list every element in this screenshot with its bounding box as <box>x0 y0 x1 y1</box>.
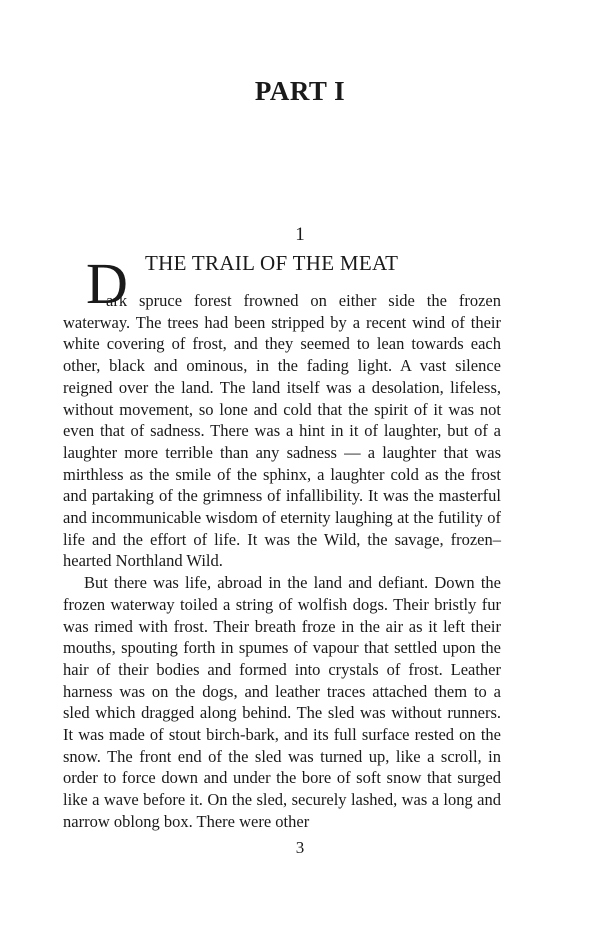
page-number: 3 <box>295 838 305 857</box>
drop-cap: D <box>86 251 128 316</box>
chapter-number: 1 <box>295 224 305 245</box>
paragraph-1 <box>63 290 501 572</box>
chapter-body <box>63 290 501 833</box>
paragraph-2: But there was life, abroad in the land and defiant. Down the frozen waterway toiled a string of wolfish dogs. Their bristly fur was rimed with frost. Their breath froze in the air as it left their mouths, spouting forth in spumes of vapour that settled upon the hair of their bodies and formed into crystals of frost. Leather harness was on the dogs, and leather traces attached them to a sled which dragged along behind. The sled was without runners. It was made of stout birch-bark, and its full surface rested on the snow. The front end of the sled was turned up, like a scroll, in order to force down and under the bore of soft snow that surged like a wave before it. On the sled, securely lashed, was a long and narrow oblong box. There were other <box>63 573 501 831</box>
chapter-title: THE TRAIL OF THE MEAT <box>145 251 399 275</box>
paragraph-1-text: ark spruce forest frowned on either side the frozen waterway. The trees had been stripped by a recent wind of their white covering of frost, and they seemed to lean towards each other, black and ominous, in the fading light. A vast silence reigned over the land. The land itself was a desolation, lifeless, without movement, so lone and cold that the spirit of it was not even that of sadness. There was a hint in it of laughter, but of a laughter more terrible than any sadness — a laughter that was mirthless as the smile of the sphinx, a laughter cold as the frost and partaking of the grimness of infallibility. It was the masterful and incommunicable wisdom of eternity laughing at the futility of life and the effort of life. It was the Wild, the savage, frozen–hearted Northland Wild. <box>63 291 501 571</box>
part-title: PART I <box>254 76 346 106</box>
